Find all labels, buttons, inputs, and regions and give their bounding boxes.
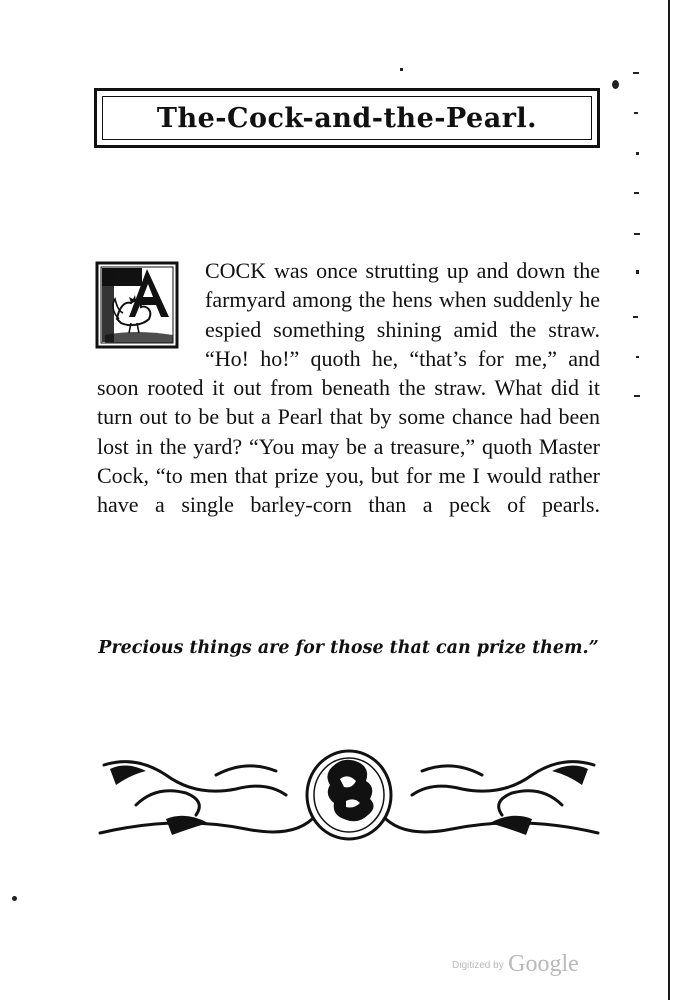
specks xyxy=(633,316,638,318)
specks xyxy=(634,395,640,397)
specks xyxy=(636,270,639,274)
specks xyxy=(636,356,639,358)
moral-line: Precious things are for those that can prize them.” xyxy=(98,638,599,658)
title-frame-inner xyxy=(102,96,592,140)
ornament-scroll xyxy=(96,745,602,845)
page-edge-line xyxy=(668,0,670,1000)
specks xyxy=(636,152,639,155)
fable-title: The-Cock-and-the-Pearl. xyxy=(156,102,538,134)
story-text: COCK was once strutting up and down the farmyard among the hens when suddenly he espied something shining amid the straw. “Ho! ho!” quoth he, “that’s for me,” and soon rooted it out from beneath the straw. What did it turn out to be but a Pearl that by some chance had been lost in the yard? “You may be a treasure,” quoth Master Cock, “to men that prize you, but for me I would rather have a single barley-corn than a peck of pearls. xyxy=(97,258,600,518)
drop-cap-space xyxy=(97,256,205,370)
google-watermark xyxy=(452,951,592,981)
story-paragraph xyxy=(97,256,600,549)
watermark-prefix: Digitized by xyxy=(452,960,504,971)
specks xyxy=(634,233,640,235)
specks xyxy=(633,72,639,74)
title-frame xyxy=(94,88,600,148)
watermark-brand: Google xyxy=(508,951,579,977)
specks xyxy=(634,112,638,114)
decorative-ornament xyxy=(96,745,602,845)
specks xyxy=(400,68,403,71)
specks xyxy=(612,80,619,89)
specks xyxy=(634,192,639,194)
specks xyxy=(12,896,17,901)
